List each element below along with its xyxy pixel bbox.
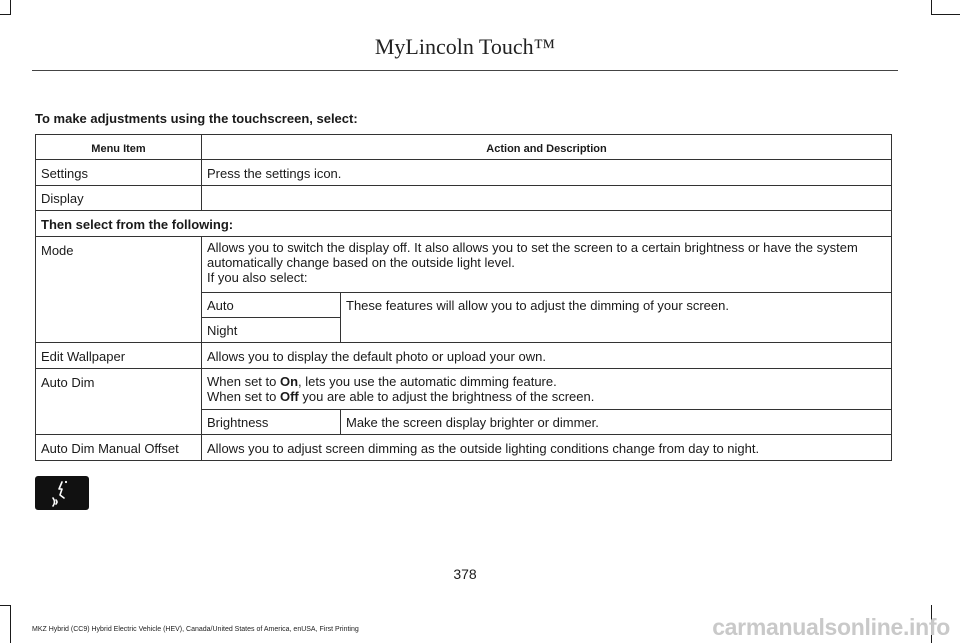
column-header-action: Action and Description (201, 134, 892, 160)
text-segment: When set to (207, 374, 280, 389)
desc-settings: Press the settings icon. (201, 159, 892, 186)
header-divider (32, 70, 898, 71)
desc-auto-dim (201, 368, 892, 410)
menu-item-settings: Settings (35, 159, 202, 186)
desc-mode-line: If you also select: (207, 270, 308, 285)
intro-text: To make adjustments using the touchscreen, select: (35, 111, 358, 126)
text-segment: you are able to adjust the brightness of the screen. (298, 389, 595, 404)
crop-mark (10, 605, 11, 643)
desc-auto-dim-offset: Allows you to adjust screen dimming as the outside lighting conditions change from day to night. (201, 434, 892, 461)
watermark: carmanualsonline.info (712, 614, 950, 640)
desc-mode-line: Allows you to switch the display off. It also allows you to set the screen to a certain brightness or have the system (207, 240, 858, 255)
voice-command-icon (35, 476, 89, 510)
menu-item-auto-dim-offset: Auto Dim Manual Offset (35, 434, 202, 461)
menu-item-edit-wallpaper: Edit Wallpaper (35, 342, 202, 369)
option-night: Night (201, 317, 341, 343)
column-header-menu-item: Menu Item (35, 134, 202, 160)
desc-display (201, 185, 892, 211)
page-title: MyLincoln Touch™ (374, 34, 556, 59)
crop-mark (0, 605, 11, 606)
footer-text: MKZ Hybrid (CC9) Hybrid Electric Vehicle (HEV), Canada/United States of America, enUSA, First Printing (32, 626, 359, 633)
option-auto: Auto (201, 292, 341, 318)
crop-mark (931, 0, 932, 14)
desc-mode-line: automatically change based on the outside light level. (207, 255, 515, 270)
desc-auto-night: These features will allow you to adjust the dimming of your screen. (340, 292, 892, 343)
desc-auto-dim-line (207, 374, 886, 389)
text-segment: , lets you use the automatic dimming feature. (298, 374, 557, 389)
crop-mark (10, 0, 11, 14)
text-segment: When set to (207, 389, 280, 404)
section-heading: Then select from the following: (35, 210, 892, 237)
crop-mark (931, 14, 960, 15)
menu-item-auto-dim: Auto Dim (35, 368, 202, 435)
voice-command-badge (35, 476, 89, 510)
desc-auto-dim-line (207, 389, 886, 404)
desc-brightness: Make the screen display brighter or dimmer. (340, 409, 892, 435)
desc-mode (201, 236, 892, 293)
desc-edit-wallpaper: Allows you to display the default photo or upload your own. (201, 342, 892, 369)
text-emphasis: Off (279, 389, 299, 404)
crop-mark (0, 14, 11, 15)
menu-item-display: Display (35, 185, 202, 211)
menu-item-mode: Mode (35, 236, 202, 343)
text-emphasis: On (279, 374, 299, 389)
page-number: 378 (453, 566, 477, 582)
option-brightness: Brightness (201, 409, 341, 435)
